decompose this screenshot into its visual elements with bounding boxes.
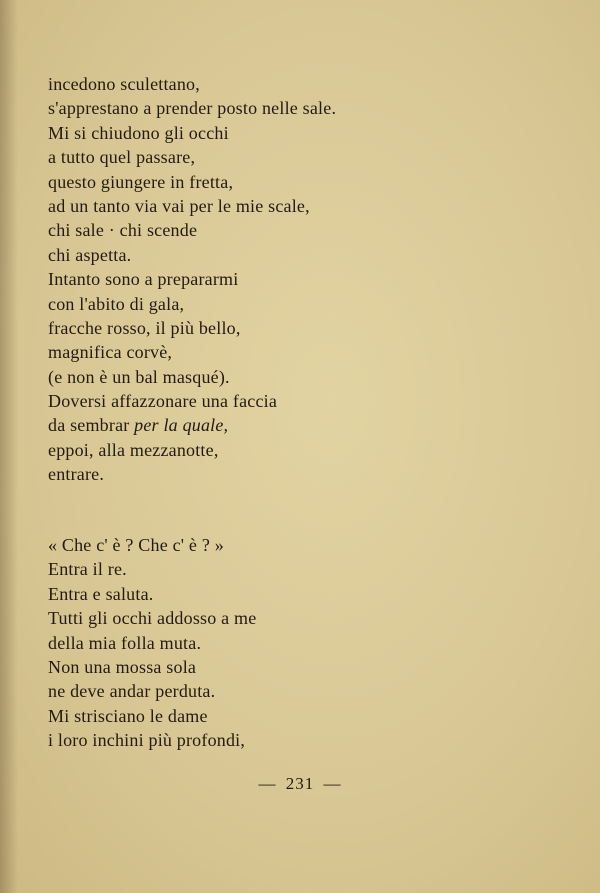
italic-phrase: per la quale, [134,415,229,436]
page-number-dash-left: — [258,774,277,793]
poem-line: questo giungere in fretta, [48,171,234,192]
poem-line: fracche rosso, il più bello, [48,317,241,338]
page-number-dash-right: — [323,774,342,793]
poem-line: Intanto sono a prepararmi [48,269,239,290]
poem-line: Non una mossa sola [48,656,197,677]
poem-line-with-italic [48,413,336,437]
poem-line: ad un tanto via vai per le mie scale, [48,195,310,216]
poem-line: « Che c' è ? Che c' è ? » [48,535,224,555]
poem-line: (e non è un bal masqué). [48,366,230,387]
poem-line: eppoi, alla mezzanotte, [48,439,219,460]
poem-line: della mia folla muta. [48,632,202,653]
poem-stanza-1 [48,72,336,487]
poem-line: Doversi affazzonare una faccia [48,391,278,412]
page-number-value: 231 [285,774,315,793]
poem-line: Entra il re. [48,559,127,580]
poem-line: con l'abito di gala, [48,293,185,314]
poem-line: Entra e saluta. [48,583,154,604]
poem-line: ne deve andar perduta. [48,681,216,702]
poem-stanza-2 [48,533,256,753]
poem-line: Mi si chiudono gli occhi [48,122,229,143]
poem-line: a tutto quel passare, [48,147,196,168]
poem-line: magnifica corvè, [48,342,173,363]
poem-line: chi aspetta. [48,244,132,265]
poem-line: chi sale · chi scende [48,220,198,241]
spine-shadow [0,0,18,893]
poem-line: incedono sculettano, [48,74,200,94]
poem-line: s'apprestano a prender posto nelle sale. [48,98,337,119]
poem-line-text: da sembrar [48,415,130,436]
poem-line: Mi strisciano le dame [48,705,208,726]
poem-line: Tutti gli occhi addosso a me [48,608,257,629]
poem-line: i loro inchini più profondi, [48,730,246,751]
poem-line: entrare. [48,464,105,485]
page-number [0,774,600,794]
